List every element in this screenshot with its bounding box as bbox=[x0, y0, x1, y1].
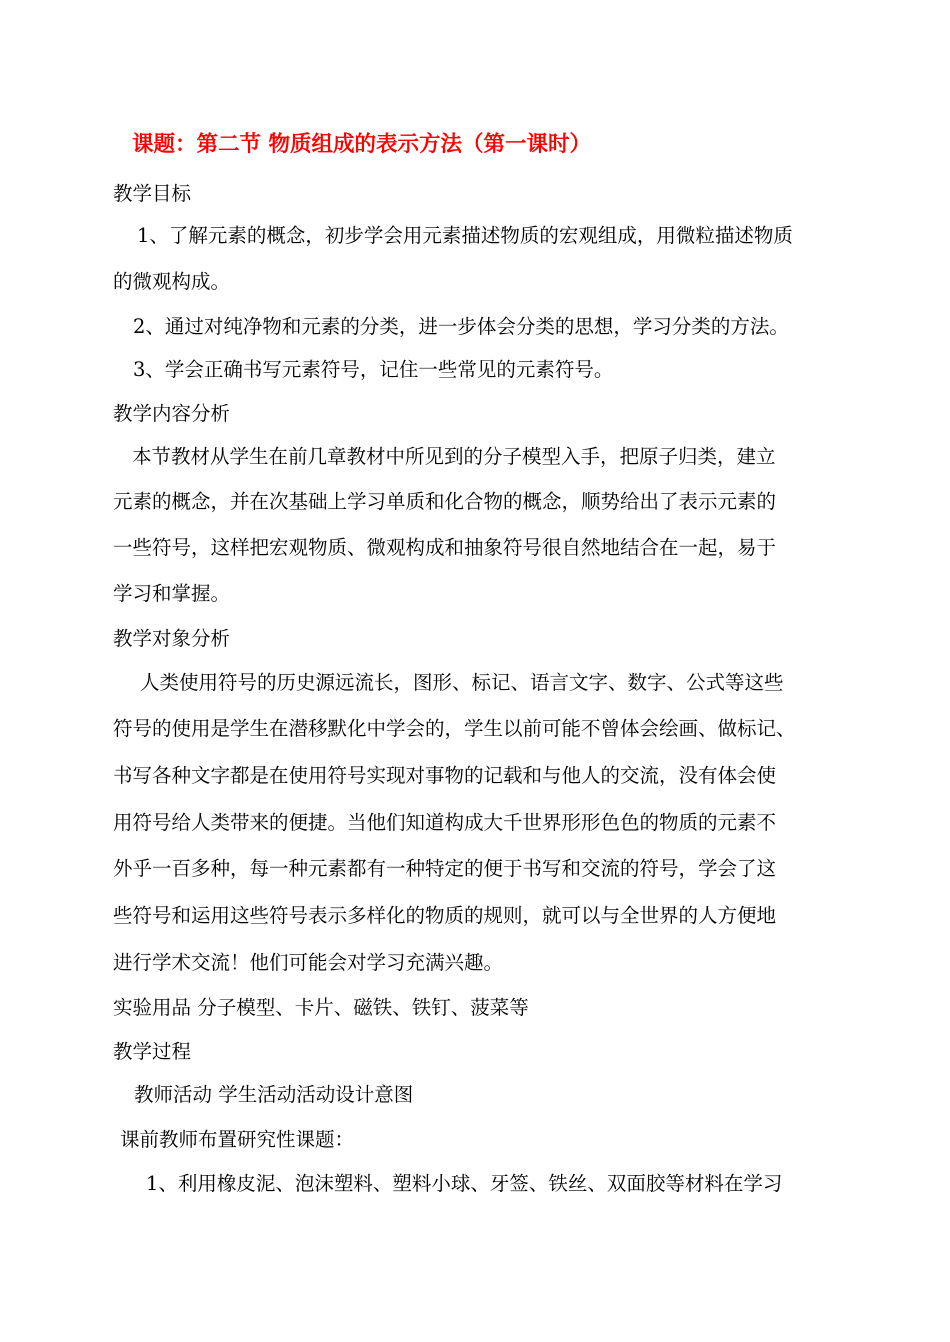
learner-analysis-line-6: 些符号和运用这些符号表示多样化的物质的规则，就可以与全世界的人方便地 bbox=[113, 904, 777, 927]
content-analysis-line-4: 学习和掌握。 bbox=[113, 582, 231, 605]
learner-analysis-line-7: 进行学术交流！他们可能会对学习充满兴趣。 bbox=[113, 951, 504, 974]
objective-3: 3、学会正确书写元素符号，记住一些常见的元素符号。 bbox=[133, 358, 614, 381]
process-column-headers: 教师活动 学生活动活动设计意图 bbox=[134, 1083, 414, 1106]
objective-1-line-2: 的微观构成。 bbox=[113, 270, 231, 293]
lesson-title: 课题：第二节 物质组成的表示方法（第一课时） bbox=[132, 132, 591, 157]
objective-2: 2、通过对纯净物和元素的分类，进一步体会分类的思想，学习分类的方法。 bbox=[133, 315, 789, 338]
section-heading-process: 教学过程 bbox=[113, 1040, 192, 1063]
section-heading-learner-analysis: 教学对象分析 bbox=[113, 627, 231, 650]
assignment-item-1: 1、利用橡皮泥、泡沫塑料、塑料小球、牙签、铁丝、双面胶等材料在学习 bbox=[146, 1172, 783, 1195]
content-analysis-line-1: 本节教材从学生在前几章教材中所见到的分子模型入手，把原子归类，建立 bbox=[132, 445, 776, 468]
learner-analysis-line-3: 书写各种文字都是在使用符号实现对事物的记载和与他人的交流，没有体会使 bbox=[113, 764, 777, 787]
pre-class-assignment: 课前教师布置研究性课题： bbox=[120, 1128, 355, 1151]
learner-analysis-line-4: 用符号给人类带来的便捷。当他们知道构成大千世界形形色色的物质的元素不 bbox=[113, 811, 777, 834]
content-analysis-line-2: 元素的概念，并在次基础上学习单质和化合物的概念，顺势给出了表示元素的 bbox=[113, 490, 777, 513]
content-analysis-line-3: 一些符号，这样把宏观物质、微观构成和抽象符号很自然地结合在一起，易于 bbox=[113, 536, 777, 559]
section-heading-content-analysis: 教学内容分析 bbox=[113, 402, 231, 425]
materials-line: 实验用品 分子模型、卡片、磁铁、铁钉、菠菜等 bbox=[113, 996, 529, 1019]
objective-1-line-1: 1、了解元素的概念，初步学会用元素描述物质的宏观组成，用微粒描述物质 bbox=[137, 224, 793, 247]
learner-analysis-line-1: 人类使用符号的历史源远流长，图形、标记、语言文字、数字、公式等这些 bbox=[140, 671, 784, 694]
section-heading-objectives: 教学目标 bbox=[113, 182, 192, 205]
learner-analysis-line-5: 外乎一百多种，每一种元素都有一种特定的便于书写和交流的符号，学会了这 bbox=[113, 857, 777, 880]
learner-analysis-line-2: 符号的使用是学生在潜移默化中学会的，学生以前可能不曾体会绘画、做标记、 bbox=[113, 717, 796, 740]
